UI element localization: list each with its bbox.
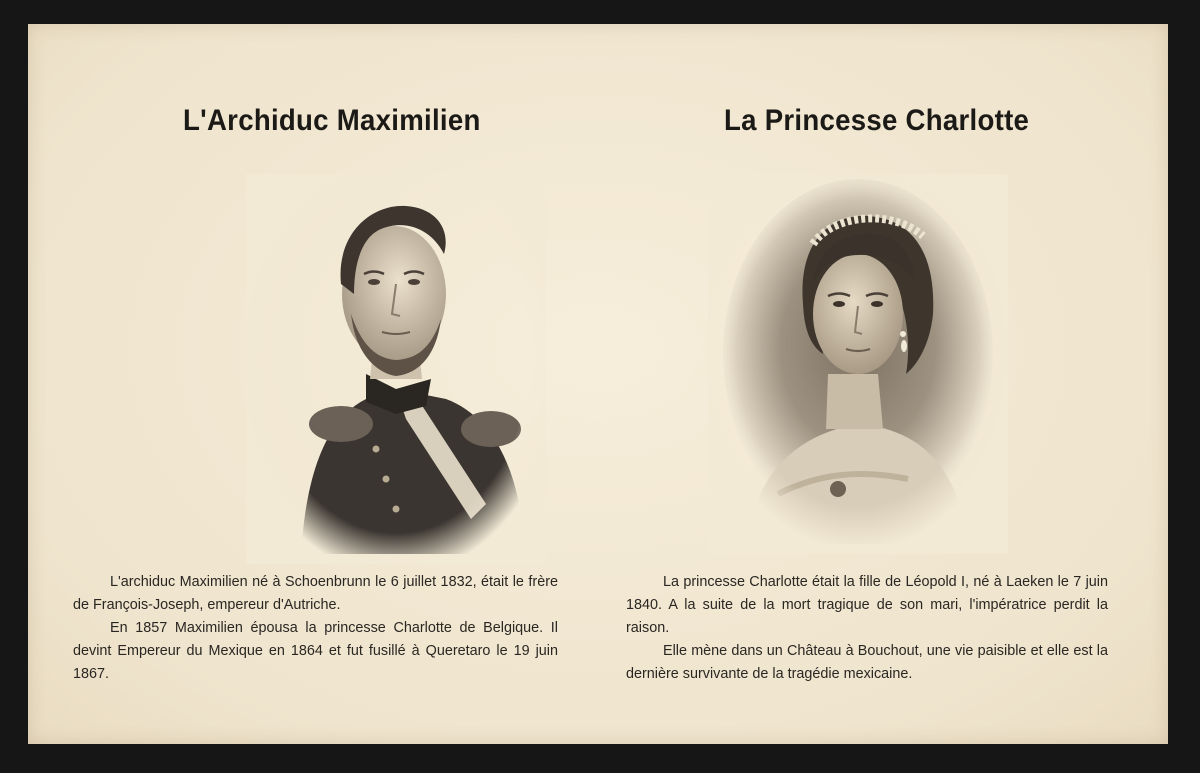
title-charlotte: La Princesse Charlotte	[724, 104, 1030, 137]
paragraph: L'archiduc Maximilien né à Schoenbrunn le 6 juillet 1832, était le frère de François-Joseph, empereur d'Autriche.	[73, 574, 558, 613]
portrait-charlotte	[708, 174, 1008, 554]
biography-maximilien	[73, 571, 558, 686]
title-maximilien: L'Archiduc Maximilien	[183, 104, 481, 137]
postcard	[28, 24, 1168, 744]
paragraph: Elle mène dans un Château à Bouchout, une vie paisible et elle est la dernière survivante de la tragédie mexicaine.	[626, 643, 1108, 682]
paragraph: La princesse Charlotte était la fille de Léopold I, né à Laeken le 7 juin 1840. A la suite de la mort tragique de son mari, l'impératrice perdit la raison.	[626, 574, 1108, 636]
portrait-maximilien	[246, 174, 546, 564]
biography-charlotte	[626, 571, 1108, 686]
paragraph: En 1857 Maximilien épousa la princesse Charlotte de Belgique. Il devint Empereur du Mexique en 1864 et fut fusillé à Queretaro le 19 juin 1867.	[73, 620, 558, 682]
